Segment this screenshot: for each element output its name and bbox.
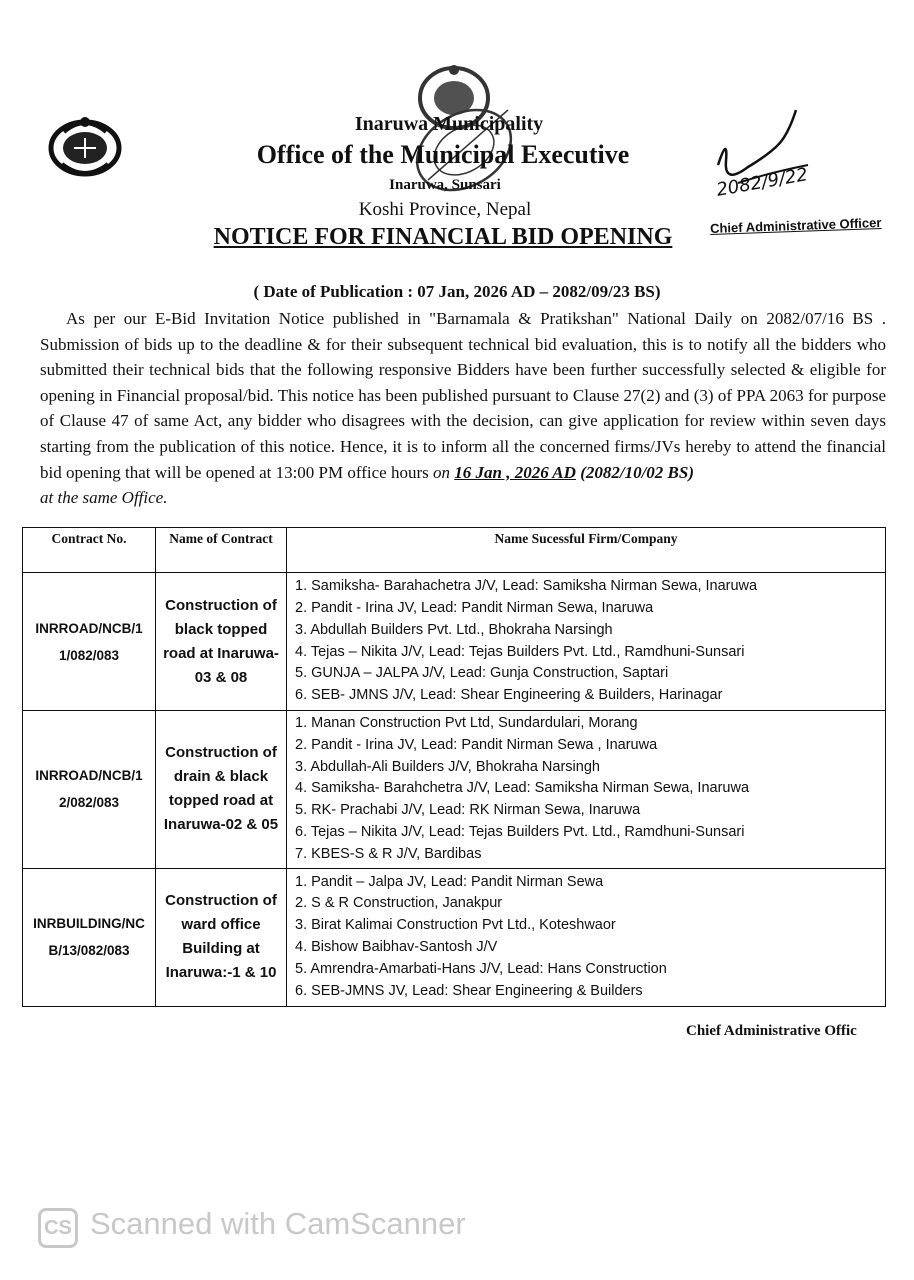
firm-item: 4. Bishow Baibhav-Santosh J/V xyxy=(295,939,498,956)
firm-item: 1. Pandit – Jalpa JV, Lead: Pandit Nirman Sewa xyxy=(295,873,604,890)
contract-name-cell: Construction of black topped road at Inaruwa-03 & 08 xyxy=(156,573,287,711)
firm-item: 5. GUNJA – JALPA J/V, Lead: Gunja Construction, Saptari xyxy=(295,665,669,682)
table-row xyxy=(23,573,886,711)
signature-title: Chief Administrative Officer xyxy=(709,215,882,236)
firm-item: 3. Abdullah-Ali Builders J/V, Bhokraha Narsingh xyxy=(295,758,600,775)
camscanner-logo-icon: CS xyxy=(38,1208,78,1248)
firm-item: 2. Pandit - Irina JV, Lead: Pandit Nirman Sewa, Inaruwa xyxy=(295,599,654,616)
header-firms: Name Sucessful Firm/Company xyxy=(287,528,886,573)
firms-cell xyxy=(287,868,886,1006)
firms-cell xyxy=(287,711,886,869)
firm-item: 3. Abdullah Builders Pvt. Ltd., Bhokraha Narsingh xyxy=(295,621,613,638)
header-contract-no: Contract No. xyxy=(23,528,156,573)
district-address: Inaruwa, Sunsari xyxy=(389,177,501,193)
firms-cell xyxy=(287,573,886,711)
firm-item: 6. Tejas – Nikita J/V, Lead: Tejas Builders Pvt. Ltd., Ramdhuni-Sunsari xyxy=(295,823,745,840)
notice-title: NOTICE FOR FINANCIAL BID OPENING xyxy=(213,224,673,250)
opening-date-bs: (2082/10/02 BS) xyxy=(575,462,694,482)
contract-name-cell: Construction of ward office Building at Inaruwa:-1 & 10 xyxy=(156,868,287,1006)
notice-body xyxy=(40,306,886,511)
firm-item: 2. Pandit - Irina JV, Lead: Pandit Nirman Sewa , Inaruwa xyxy=(295,736,658,753)
firm-item: 5. Amrendra-Amarbati-Hans J/V, Lead: Hans Construction xyxy=(295,960,667,977)
firm-item: 2. S & R Construction, Janakpur xyxy=(295,895,503,912)
firm-item: 6. SEB-JMNS JV, Lead: Shear Engineering & Builders xyxy=(295,982,643,999)
opening-date-ad: 16 Jan , 2026 AD xyxy=(454,462,576,482)
footer-signatory: Chief Administrative Offic xyxy=(686,1023,857,1039)
table-header-row xyxy=(23,528,886,573)
firm-item: 1. Manan Construction Pvt Ltd, Sundardulari, Morang xyxy=(295,715,638,731)
successful-bidders-table xyxy=(22,527,886,1007)
province-address: Koshi Province, Nepal xyxy=(358,199,532,220)
contract-no-cell: INRBUILDING/NCB/13/082/083 xyxy=(23,868,156,1006)
body-end: at the same Office. xyxy=(40,488,168,508)
watermark-text: Scanned with CamScanner xyxy=(90,1206,466,1241)
publication-date: ( Date of Publication : 07 Jan, 2026 AD – 2082/09/23 BS) xyxy=(253,282,661,301)
contract-no-cell: INRROAD/NCB/11/082/083 xyxy=(23,573,156,711)
firm-item: 1. Samiksha- Barahachetra J/V, Lead: Samiksha Nirman Sewa, Inaruwa xyxy=(295,578,758,595)
body-on: on xyxy=(432,462,455,482)
firm-item: 5. RK- Prachabi J/V, Lead: RK Nirman Sewa, Inaruwa xyxy=(295,802,641,819)
contract-name-cell: Construction of drain & black topped road at Inaruwa-02 & 05 xyxy=(156,711,287,869)
municipality-name: Inaruwa Municipality xyxy=(354,113,544,135)
firm-item: 6. SEB- JMNS J/V, Lead: Shear Engineering & Builders, Harinagar xyxy=(295,687,723,704)
firm-item: 4. Samiksha- Barahchetra J/V, Lead: Samiksha Nirman Sewa, Inaruwa xyxy=(295,780,750,797)
signature-date: 2082/9/22 xyxy=(714,164,810,201)
contract-no-cell: INRROAD/NCB/12/082/083 xyxy=(23,711,156,869)
firm-item: 4. Tejas – Nikita J/V, Lead: Tejas Builders Pvt. Ltd., Ramdhuni-Sunsari xyxy=(295,643,745,660)
office-title: Office of the Municipal Executive xyxy=(256,140,630,169)
header-contract-name: Name of Contract xyxy=(156,528,287,573)
firm-item: 3. Birat Kalimai Construction Pvt Ltd., Koteshwaor xyxy=(295,917,616,934)
scanner-watermark xyxy=(38,1206,466,1242)
body-main-text: As per our E-Bid Invitation Notice published in "Barnamala & Pratikshan" National Daily on 2082/07/16 BS . Submission of bids up to the deadline & for their subsequent technical bid evaluation, this is to notify all the bidders who submitted their technical bids that the following responsive Bidders have been further successfully selected & eligible for opening in Financial proposal/bid. This notice has been published pursuant to Clause 27(2) and (3) of PPA 2063 for purpose of Clause 47 of same Act, any bidder who disagrees with the decision, can give application for review within seven days starting from the publication of this notice. Hence, it is to inform all the concerned firms/JVs hereby to attend the financial bid opening that will be opened at 13:00 PM office hours xyxy=(40,309,886,482)
table-row xyxy=(23,711,886,869)
firm-item: 7. KBES-S & R J/V, Bardibas xyxy=(295,845,482,862)
table-row xyxy=(23,868,886,1006)
